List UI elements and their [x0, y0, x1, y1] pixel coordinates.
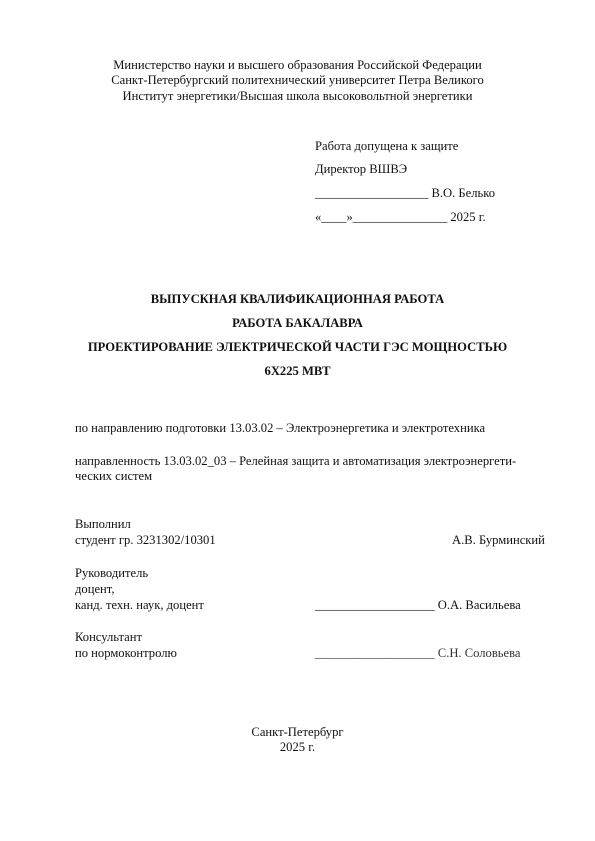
profile-line1: направленность 13.03.02_03 – Релейная защита и автоматизация электроэнергети- [75, 454, 517, 468]
profile-line2: ческих систем [75, 469, 153, 483]
year-line: 2025 г. [279, 740, 316, 754]
work-type-title: ВЫПУСКНАЯ КВАЛИФИКАЦИОННАЯ РАБОТА [150, 292, 445, 306]
supervisor-position: доцент, [75, 582, 115, 596]
city-line: Санкт-Петербург [251, 725, 344, 739]
supervisor-signature-line: ___________________ О.А. Васильева [315, 598, 521, 612]
consultant-area: по нормоконтролю [75, 646, 177, 660]
approval-line: Работа допущена к защите [315, 139, 459, 153]
supervisor-degree: канд. техн. наук, доцент [75, 598, 204, 612]
supervisor-label: Руководитель [75, 566, 149, 580]
performer-name: А.В. Бурминский [452, 533, 545, 547]
director-line: Директор ВШВЭ [315, 162, 408, 176]
consultant-label: Консультант [75, 630, 143, 644]
performer-group: студент гр. 3231302/10301 [75, 533, 216, 547]
director-signature-line: __________________ В.О. Белько [315, 186, 496, 200]
university-line: Санкт-Петербургский политехнический университет Петра Великого [111, 73, 484, 87]
performer-label: Выполнил [75, 517, 131, 531]
ministry-line: Министерство науки и высшего образования Российской Федерации [113, 58, 482, 72]
direction-line: по направлению подготовки 13.03.02 – Электроэнергетика и электротехника [75, 421, 486, 435]
approval-date-line: «____»_______________ 2025 г. [315, 210, 486, 224]
thesis-title-line1: ПРОЕКТИРОВАНИЕ ЭЛЕКТРИЧЕСКОЙ ЧАСТИ ГЭС МОЩНОСТЬЮ [87, 340, 508, 354]
institute-line: Институт энергетики/Высшая школа высоковольтной энергетики [122, 89, 473, 103]
thesis-title-line2: 6Х225 МВТ [264, 364, 331, 378]
degree-title: РАБОТА БАКАЛАВРА [232, 316, 363, 330]
consultant-signature-line: ___________________ С.Н. Соловьева [315, 646, 521, 660]
